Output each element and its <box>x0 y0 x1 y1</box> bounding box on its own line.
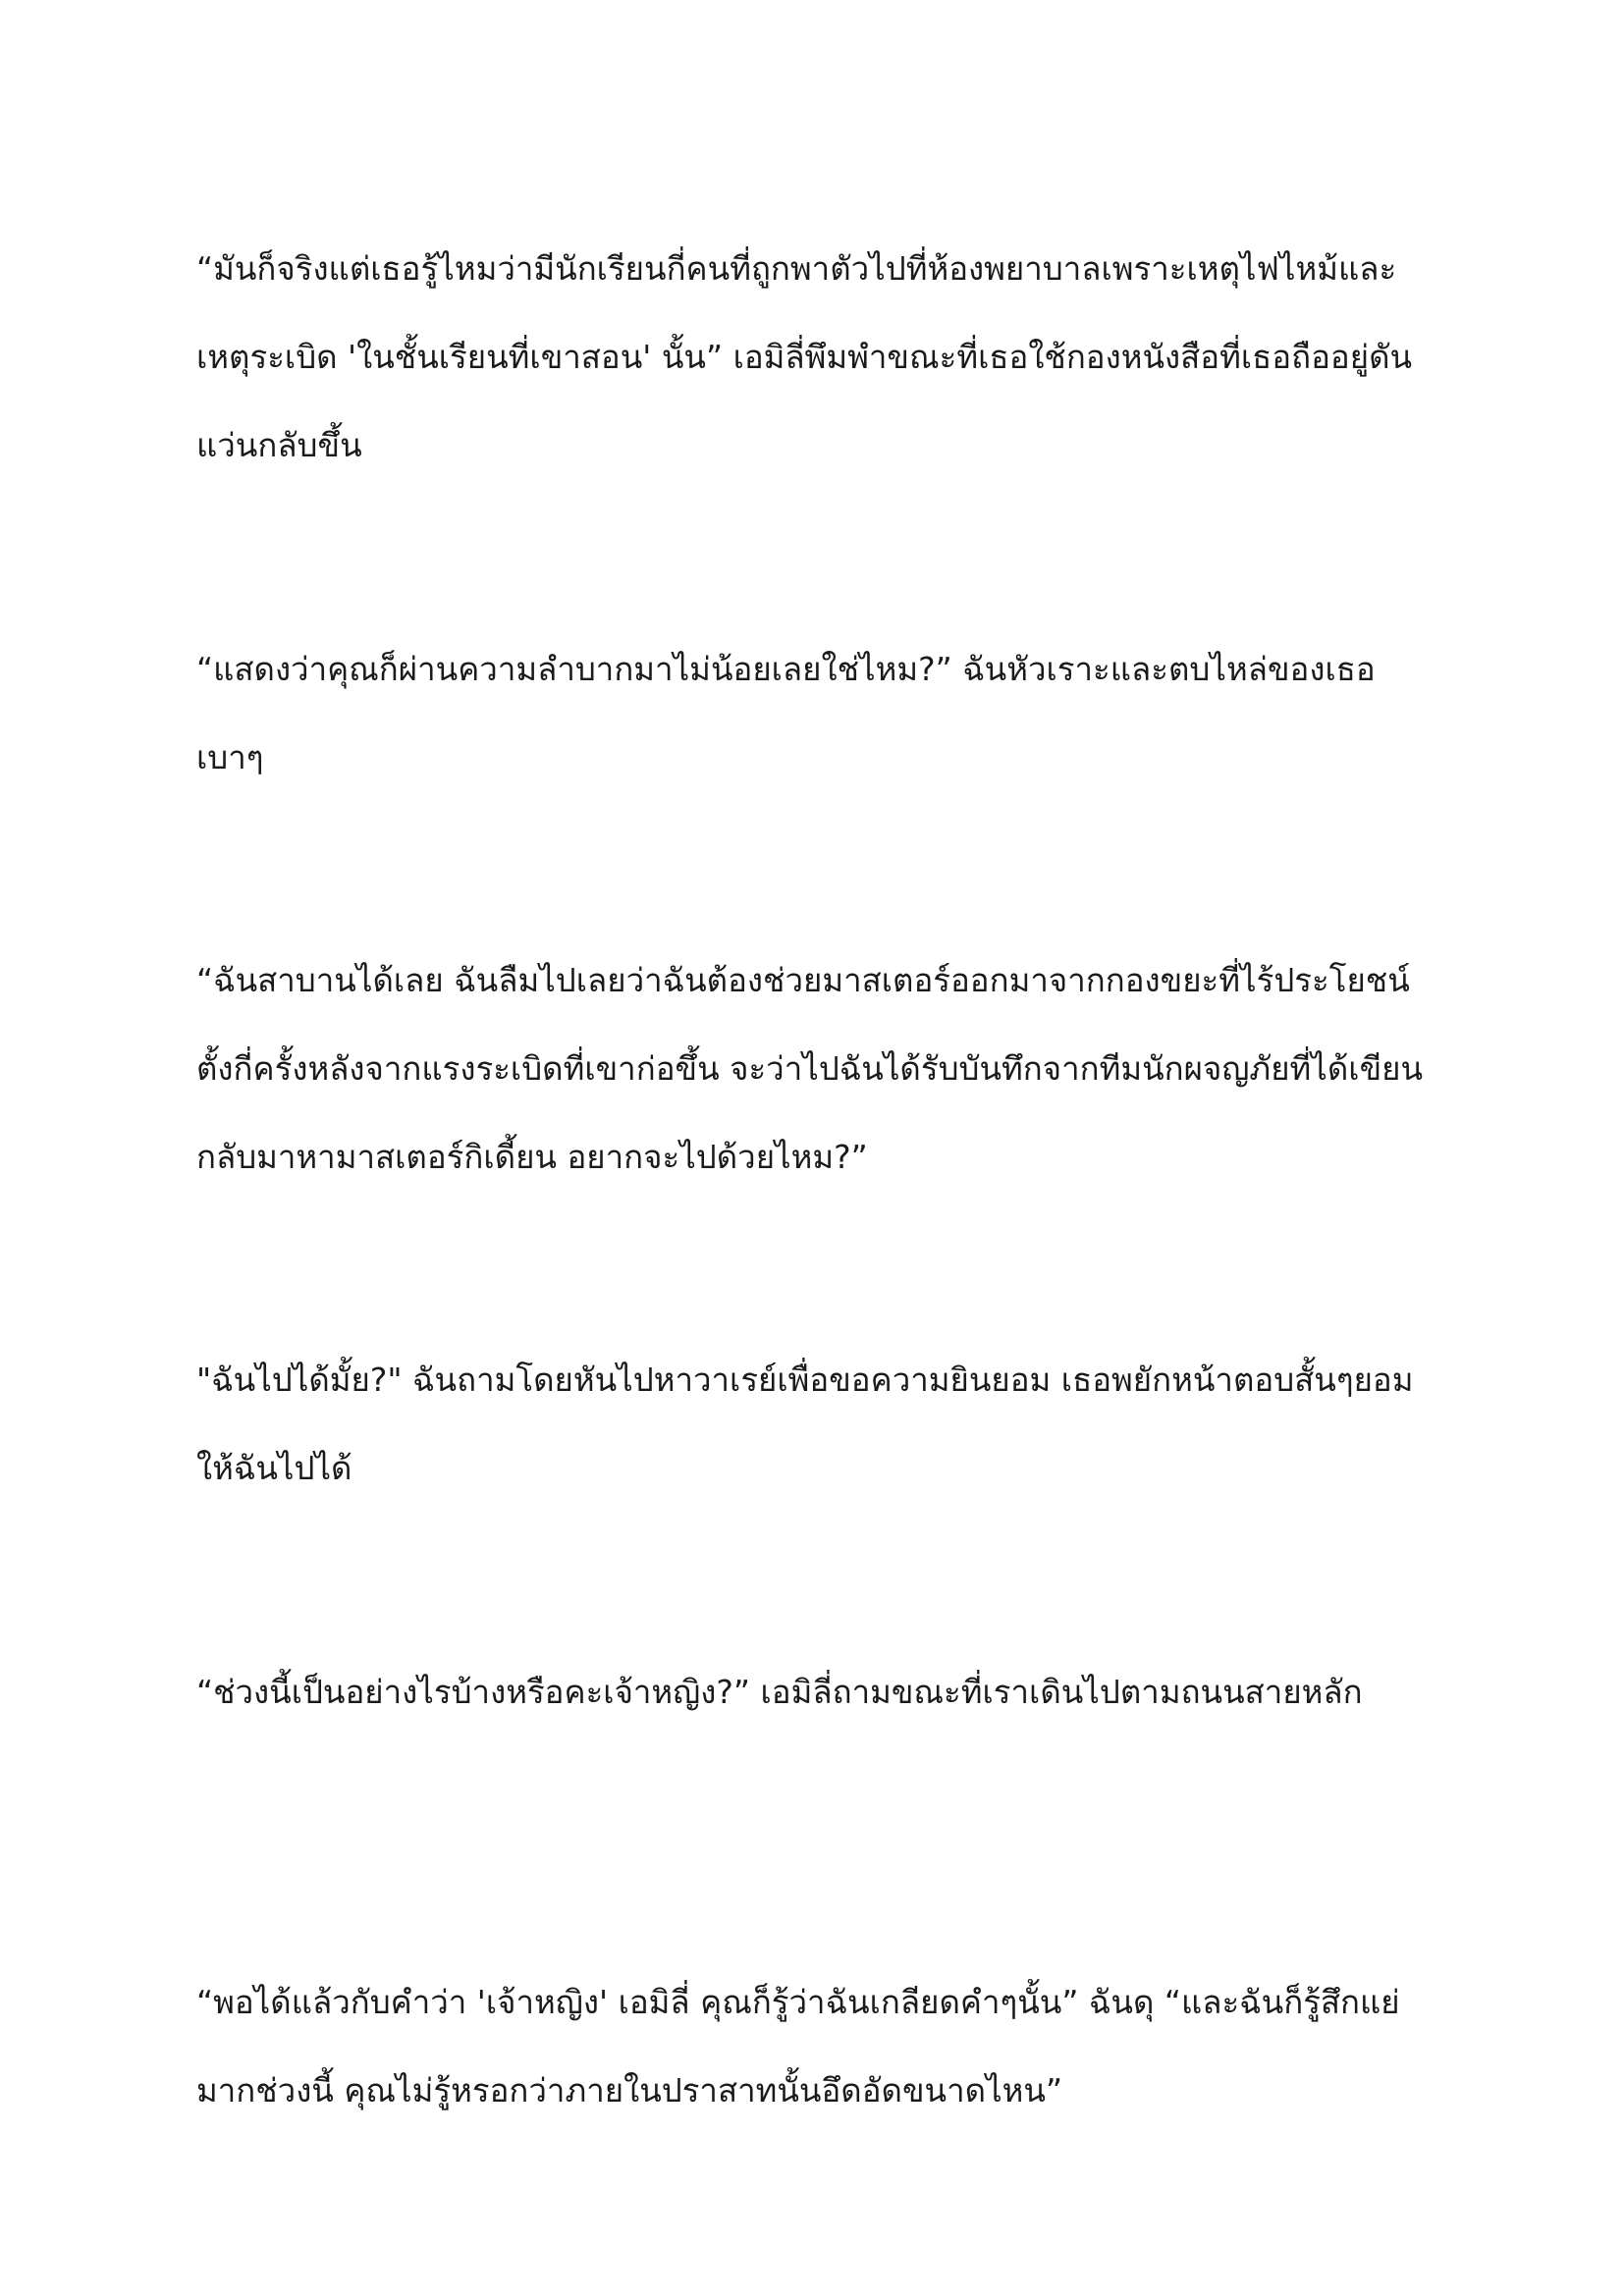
paragraph: “พอได้แล้วกับคำว่า 'เจ้าหญิง' เอมิลี่ คุณก็รู้ว่าฉันเกลียดคำๆนั้น” ฉันดุ “และฉันก็รู้สึกแย่มากช่วงนี้ คุณไม่รู้หรอกว่าภายในปราสาทนั้นอึดอัดขนาดไหน” <box>196 1983 1400 2109</box>
paragraph: “ฉันสาบานได้เลย ฉันลืมไปเลยว่าฉันต้องช่วยมาสเตอร์ออกมาจากกองขยะที่ไร้ประโยชน์ตั้งกี่ครั้งหลังจากแรงระเบิดที่เขาก่อขึ้น จะว่าไปฉันได้รับบันทึกจากทีมนักผจญภัยที่ได้เขียนกลับมาหามาสเตอร์กิเดี้ยน อยากจะไปด้วยไหม?” <box>196 961 1424 1176</box>
paragraph: "ฉันไปได้มั้ย?" ฉันถามโดยหันไปหาวาเรย์เพื่อขอความยินยอม เธอพยักหน้าตอบสั้นๆยอมให้ฉันไปได้ <box>196 1361 1414 1487</box>
paragraph: “มันก็จริงแต่เธอรู้ไหมว่ามีนักเรียนกี่คนที่ถูกพาตัวไปที่ห้องพยาบาลเพราะเหตุไฟไหม้และเหตุระเบิด 'ในชั้นเรียนที่เขาสอน' นั้น” เอมิลี่พึมพำขณะที่เธอใช้กองหนังสือที่เธอถืออยู่ดันแว่นกลับขึ้น <box>196 249 1413 464</box>
paragraph: “ช่วงนี้เป็นอย่างไรบ้างหรือคะเจ้าหญิง?” เอมิลี่ถามขณะที่เราเดินไปตามถนนสายหลัก <box>196 1673 1363 1711</box>
paragraph: “แสดงว่าคุณก็ผ่านความลำบากมาไม่น้อยเลยใช่ไหม?” ฉันหัวเราะและตบไหล่ของเธอเบาๆ <box>196 650 1376 776</box>
